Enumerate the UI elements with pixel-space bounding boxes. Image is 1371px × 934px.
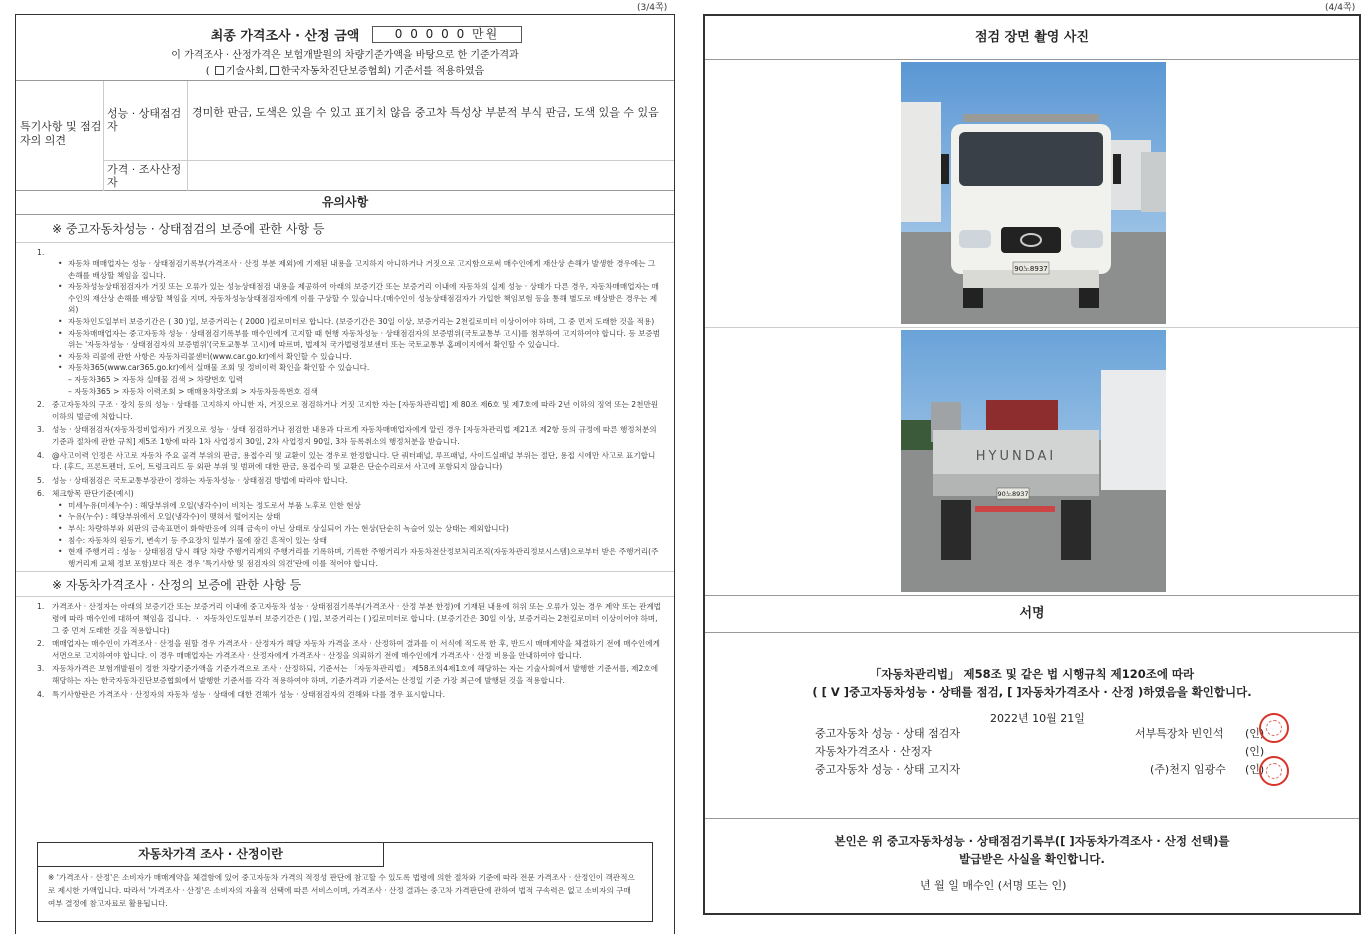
item-text: 자동차가격은 보험개발원이 정한 차량기준가액을 기준가격으로 조사 · 산정하되, 기준서는 「자동차관리법」 제58조의4제1호에 해당하는 자는 기술사회에서 발행한 기준서를, 제2호에 해당하는 자는 한국자동차진단보증협회에서 발행한 기준서를 각각 적용하여야 하며, 기준가격과 기준서는 산정일 기준 가장 최근에 발행된 것을 적용합니다.: [52, 664, 659, 685]
special-header: 특기사항 및 점검자의 의견: [16, 81, 104, 191]
list-item: • 현재 주행거리 : 성능 · 상태점검 당시 해당 차량 주행거리계의 주행거리를 기록하며, 기록한 주행거리가 자동차전산정보처리조직(자동차관리정보시스템)으로부터 받은 주행거리(주행거리계 교체 정보 포함)보다 적은 경우 '특기사항 및 점검자의 의견'란에 이를 적어야 합니다.: [52, 546, 664, 569]
seal-stamp-notifier: [1259, 756, 1289, 786]
page-number-right: (4/4쪽): [1325, 3, 1356, 13]
seal-stamp-inspector: [1259, 713, 1289, 743]
front-plate: 90노8937: [1014, 265, 1048, 273]
list-subitem: – 자동차365 > 자동차 이력조회 > 매매용차량조회 > 자동차등록번호 검색: [68, 386, 318, 396]
item-text: 가격조사 · 산정자는 아래의 보증기간 또는 보증거리 이내에 중고자동차 성능 · 상태점검기록부(가격조사 · 산정 부분 한정)에 기재된 내용에 허위 또는 오류가 있는 경우 계약 또는 관계법령에 따라 매수인에 대하여 책임을 집니다. ㆍ 자동차인도일부터 보증기간은 ( )일, 보증거리는 ( )킬로미터로 합니다. (보증기간은 30일 이상, 보증거리는 2천킬로미터 이상이어야 하며, 그 중 먼저 도래한 것을 적용합니다): [52, 602, 662, 635]
rear-photo: [901, 330, 1166, 592]
section1-item-4: 4. @사고이력 인정은 사고로 자동차 주요 골격 부위의 판금, 용접수리 및 교환이 있는 경우로 한정합니다. 단 쿼터패널, 루프패널, 사이드실패널 부위는 절단, 용접 시에만 사고로 표기합니다. (후드, 프론트펜더, 도어, 트렁크리드 등 외판 부위 및 범퍼에 대한 판금, 용접수리 및 교환은 단순수리로서 사고에 포함되지 않습니다): [37, 450, 656, 472]
photo-divider: [705, 327, 1359, 328]
item-text: 성능 · 상태점검자(자동차정비업자)가 거짓으로 성능 · 상태 점검하거나 점검한 내용과 다르게 자동차매매업자에게 알린 경우 [자동차관리법 제21조 제2항 등의 규정에 따른 행정처분의 기준과 절차에 관한 규칙] 제5조 1항에 따라 1차 사업정지 30일, 2차 사업정지 90일, 3차 등록취소의 행정처분을 받습니다.: [52, 425, 657, 446]
receipt-divider: [705, 818, 1359, 819]
section1-item-5: 5. 성능 · 상태점검은 국토교통부장관이 정하는 자동차성능 · 상태점검 방법에 따라야 합니다.: [37, 475, 348, 485]
basis-korea-association: 한국자동차진단보증협회) 기준서를 적용하였음: [280, 66, 485, 77]
left-page: [15, 14, 675, 934]
signature-date: 2022년 10월 21일: [990, 712, 1085, 725]
checkbox-korea-association[interactable]: [270, 66, 279, 75]
item-number: 1.: [37, 248, 45, 257]
list-item: • 자동차365(www.car365.go.kr)에서 실매물 조회 및 정비이력 확인을 확인할 수 있습니다.: [52, 362, 664, 374]
section2-item-3: 3. 자동차가격은 보험개발원이 정한 차량기준가액을 기준가격으로 조사 · 산정하되, 기준서는 「자동차관리법」 제58조의4제1호에 해당하는 자는 기술사회에서 발행한 기준서를, 제2호에 해당하는 자는 한국자동차진단보증협회에서 발행한 기준서를 각각 적용하여야 하며, 기준가격과 기준서는 산정일 기준 가장 최근에 발행된 것을 적용합니다.: [37, 664, 659, 685]
perf-row: [104, 81, 674, 161]
basis-line1: 이 가격조사 · 산정가격은 보험개발원의 차량기준가액을 바탕으로 한 기준가격과: [171, 50, 519, 61]
list-subitem: – 자동차365 > 자동차 실매물 검색 > 차량번호 입력: [68, 374, 244, 384]
checkbox-technical-society[interactable]: [215, 66, 224, 75]
item-text: 매매업자는 매수인이 가격조사 · 산정을 원할 경우 가격조사 · 산정자가 해당 자동차 가격을 조사 · 산정하여 결과를 이 서식에 적도록 한 후, 반드시 매매계약을 체결하기 전에 매수인에게 서면으로 고지하여야 합니다. 이 경우 매매업자는 가격조사 · 산정자에게 가격조사 · 산정을 의뢰하기 전에 매수인에게 가격조사 · 산정 비용을 안내하여야 합니다.: [52, 639, 660, 660]
receipt-line1: 본인은 위 중고자동차성능 · 상태점검기록부([ ]자동차가격조사 · 산정 선택)를: [834, 834, 1230, 848]
list-item: • 누유(누수) : 해당부위에서 오일(냉각수)이 맺혀서 떨어지는 상태: [52, 511, 664, 523]
section1-title: ※ 중고자동차성능 · 상태점검의 보증에 관한 사항 등: [16, 215, 674, 243]
section2-title: ※ 자동차가격조사 · 산정의 보증에 관한 사항 등: [16, 571, 674, 597]
definition-title: 자동차가격 조사 · 산정이란: [38, 843, 384, 867]
basis-paren: (: [205, 66, 210, 77]
section1-list: [16, 243, 674, 571]
declaration-line1: 「자동차관리법」 제58조 및 같은 법 시행규칙 제120조에 따라: [869, 667, 1195, 681]
item-text: 성능 · 상태점검은 국토교통부장관이 정하는 자동차성능 · 상태점검 방법에 따라야 합니다.: [52, 475, 348, 485]
right-page: [703, 14, 1361, 915]
item-text: 중고자동차의 구조 · 장치 등의 성능 · 상태를 고지하지 아니한 자, 거짓으로 점검하거나 거짓 고지한 자는 [자동차관리법] 제 80조 제6호 및 제7호에 따라 2년 이하의 징역 또는 2천만원 이하의 벌금에 처합니다.: [52, 400, 659, 421]
final-price-value: 0 0 0 0 0 만원: [372, 26, 522, 43]
name-notifier: (주)천지 임광수: [1150, 763, 1226, 776]
photo-section-title: 점검 장면 촬영 사진: [705, 16, 1359, 60]
seal-label-notifier: (인): [1245, 763, 1265, 776]
list-item: • 자동차매매업자는 중고자동차 성능 · 상태점검기록부를 매수인에게 고지할 때 현행 자동차성능 · 상태점검자의 보증범위(국토교통부 고시)를 첨부하여 고지하여야 합니다. 등 보증범위는 '자동차성능 · 상태점검자의 보증범위'(국토교통부 고시)에 따르며, 법제처 국가법령정보센터 또는 국토교통부 홈페이지에서 확인할 수 있습니다.: [52, 328, 664, 351]
list-item: • 자동차 매매업자는 성능 · 상태점검기록부(가격조사 · 산정 부분 제외)에 기재된 내용을 고지하지 아니하거나 거짓으로 고지함으로써 매수인에게 재산상 손해가 발생한 경우에는 그 손해를 배상할 책임을 집니다.: [52, 258, 664, 281]
final-price-header: [16, 15, 674, 81]
list-item: • 자동차성능상태점검자가 거짓 또는 오류가 있는 성능상태점검 내용을 제공하여 아래의 보증기간 또는 보증거리 이내에 자동차의 실제 성능 · 상태가 다른 경우, 자동차매매업자는 매수인의 재산상 손해를 배상할 책임을 지며, 자동차성능상태점검자에게 이를 구상할 수 있습니다.(매수인이 성능상태점검자가 가입한 책임보험 등을 통해 별도로 배상받은 경우는 제외): [52, 281, 664, 316]
name-inspector: 서부특장차 빈인석: [1135, 727, 1224, 740]
definition-text: ※ '가격조사 · 산정'은 소비자가 매매계약을 체결함에 있어 중고자동차 가격의 적정성 판단에 참고할 수 있도록 법령에 의한 절차와 기준에 따라 전문 가격조사 · 산정인이 객관적으로 제시한 가액입니다. 따라서 '가격조사 · 산정'은 소비자의 자율적 선택에 따른 서비스이며, 가격조사 · 산정 결과는 중고차 가격판단에 관하여 법적 구속력은 없고 소비자의 구매여부 결정에 참고자료로 활용됩니다.: [48, 873, 635, 908]
front-photo: [901, 62, 1166, 324]
item-text: @사고이력 인정은 사고로 자동차 주요 골격 부위의 판금, 용접수리 및 교환이 있는 경우로 한정합니다. 단 쿼터패널, 루프패널, 사이드실패널 부위는 절단, 용접 시에만 사고로 표기합니다. (후드, 프론트펜더, 도어, 트렁크리드 등 외판 부위 및 범퍼에 대한 판금, 용접수리 및 교환은 단순수리로서 사고에 포함되지 않습니다): [52, 450, 656, 472]
declaration-line2: ( [ V ]중고자동차성능 · 상태를 점검, [ ]자동차가격조사 · 산정 )하였음을 확인합니다.: [812, 685, 1252, 699]
section2-item-1: 1. 가격조사 · 산정자는 아래의 보증기간 또는 보증거리 이내에 중고자동차 성능 · 상태점검기록부(가격조사 · 산정 부분 한정)에 기재된 내용에 허위 또는 오류가 있는 경우 계약 또는 관계법령에 따라 매수인에 대하여 책임을 집니다. ㆍ 자동차인도일부터 보증기간은 ( )일, 보증거리는 ( )킬로미터로 합니다. (보증기간은 30일 이상, 보증거리는 2천킬로미터 이상이어야 하며, 그 중 먼저 도래한 것을 적용합니다): [37, 602, 662, 635]
seal-label-inspector: (인): [1245, 727, 1265, 740]
rear-plate: 90노8937: [997, 490, 1029, 498]
role-price-appraiser: 자동차가격조사 · 산정자: [815, 745, 932, 758]
perf-label: 성능 · 상태점검자: [104, 81, 188, 160]
section2-item-4: 4. 특기사항란은 가격조사 · 산정자의 자동차 성능 · 상태에 대한 견해가 성능 · 상태점검자의 견해와 다를 경우 표시합니다.: [37, 689, 446, 699]
rear-truck-image: [901, 330, 1166, 592]
seal-label-price-appraiser: (인): [1245, 745, 1265, 758]
section1-item-1: [32, 247, 664, 397]
item-text: 특기사항란은 가격조사 · 산정자의 자동차 성능 · 상태에 대한 견해가 성능 · 상태점검자의 견해와 다를 경우 표시합니다.: [52, 689, 446, 699]
price-row: [104, 161, 674, 191]
page-number-left: (3/4쪽): [637, 3, 668, 13]
list-item: • 부식: 차량하부와 외판의 금속표면이 화학반응에 의해 금속이 아닌 상태로 상실되어 가는 현상(단순히 녹슬어 있는 상태는 제외합니다): [52, 523, 664, 535]
basis-tech-society: 기술사회,: [225, 66, 268, 77]
section1-item-3: 3. 성능 · 상태점검자(자동차정비업자)가 거짓으로 성능 · 상태 점검하거나 점검한 내용과 다르게 자동차매매업자에게 알린 경우 [자동차관리법 제21조 제2항 등의 규정에 따른 행정처분의 기준과 절차에 관한 규칙] 제5조 1항에 따라 1차 사업정지 30일, 2차 사업정지 90일, 3차 등록취소의 행정처분을 받습니다.: [37, 425, 657, 446]
section2-item-2: 2. 매매업자는 매수인이 가격조사 · 산정을 원할 경우 가격조사 · 산정자가 해당 자동차 가격을 조사 · 산정하여 결과를 이 서식에 적도록 한 후, 반드시 매매계약을 체결하기 전에 매수인에게 서면으로 고지하여야 합니다. 이 경우 매매업자는 가격조사 · 산정자에게 가격조사 · 산정을 의뢰하기 전에 매수인에게 가격조사 · 산정 비용을 안내하여야 합니다.: [37, 639, 660, 660]
price-label: 가격 · 조사산정자: [104, 161, 188, 191]
front-truck-image: [901, 62, 1166, 324]
section2-list: [16, 597, 674, 702]
definition-box: [37, 842, 653, 922]
list-item: • 자동차 리콜에 관한 사항은 자동차리콜센터(www.car.go.kr)에서 확인할 수 있습니다.: [52, 351, 664, 363]
list-item: • 침수: 자동차의 원동기, 변속기 등 주요장치 일부가 물에 잠긴 흔적이 있는 상태: [52, 535, 664, 547]
perf-value: 경미한 판금, 도색은 있을 수 있고 표기치 않음 중고차 특성상 부분적 부식 판금, 도색 있을 수 있음: [192, 106, 659, 119]
receipt-line2: 발급받은 사실을 확인합니다.: [959, 852, 1105, 866]
final-price-title: 최종 가격조사 · 산정 금액: [210, 29, 360, 44]
role-notifier: 중고자동차 성능 · 상태 고지자: [815, 763, 960, 776]
truck-brand-lettering: HYUNDAI: [975, 449, 1057, 464]
list-item: • 자동차인도일부터 보증기간은 ( 30 )일, 보증거리는 ( 2000 )킬로미터로 합니다. (보증기간은 30일 이상, 보증거리는 2천킬로미터 이상이어야 하며, 그 중 먼저 도래한 것을 적용): [52, 316, 664, 328]
list-item: • 미세누유(미세누수) : 해당부위에 오일(냉각수)이 비치는 정도로서 부품 노후로 인한 현상: [52, 500, 664, 512]
signature-title: 서명: [705, 595, 1359, 633]
item-text: 체크항목 판단기준(예시): [52, 489, 134, 499]
role-inspector: 중고자동차 성능 · 상태 점검자: [815, 727, 960, 740]
basis-line2: [16, 62, 674, 77]
buyer-line: 년 월 일 매수인 (서명 또는 인): [920, 879, 1067, 892]
section1-item-6: 6. 체크항목 판단기준(예시) • 미세누유(미세누수) : 해당부위에 오일(냉각수)이 비치는 정도로서 부품 노후로 인한 현상 • 누유(누수) : 해당부위에서 오일(냉각수)이 맺혀서 떨어지는 상태 • 부식: 차량하부와 외판의 금속표면이 화학반응에 의해 금속이 아닌 상태로 상실되어 가는 현상(단순히 녹슬어 있는 상태는 제외합니다) • 침수: 자동차의 원동기, 변속기 등 주요장치 일부가 물에 잠긴 흔적이 있는 상태 • 현재 주행거리 : 성능 · 상태점검 당시 해당 차량 주행거리계의 주행거리를 기록하며, 기록한 주행거리가 자동차전산정보처리조직(자동차관리정보시스템)으로부터 받은 주행거리(주행거리계 교체 정보 포함)보다 적은 경우 '특기사항 및 점검자의 의견'란에 이를 적어야 합니다.: [32, 488, 664, 569]
notes-title: 유의사항: [16, 191, 674, 215]
special-notes-table: [16, 81, 674, 191]
section1-item-2: 2. 중고자동차의 구조 · 장치 등의 성능 · 상태를 고지하지 아니한 자, 거짓으로 점검하거나 거짓 고지한 자는 [자동차관리법] 제 80조 제6호 및 제7호에 따라 2년 이하의 징역 또는 2천만원 이하의 벌금에 처합니다.: [37, 400, 659, 421]
